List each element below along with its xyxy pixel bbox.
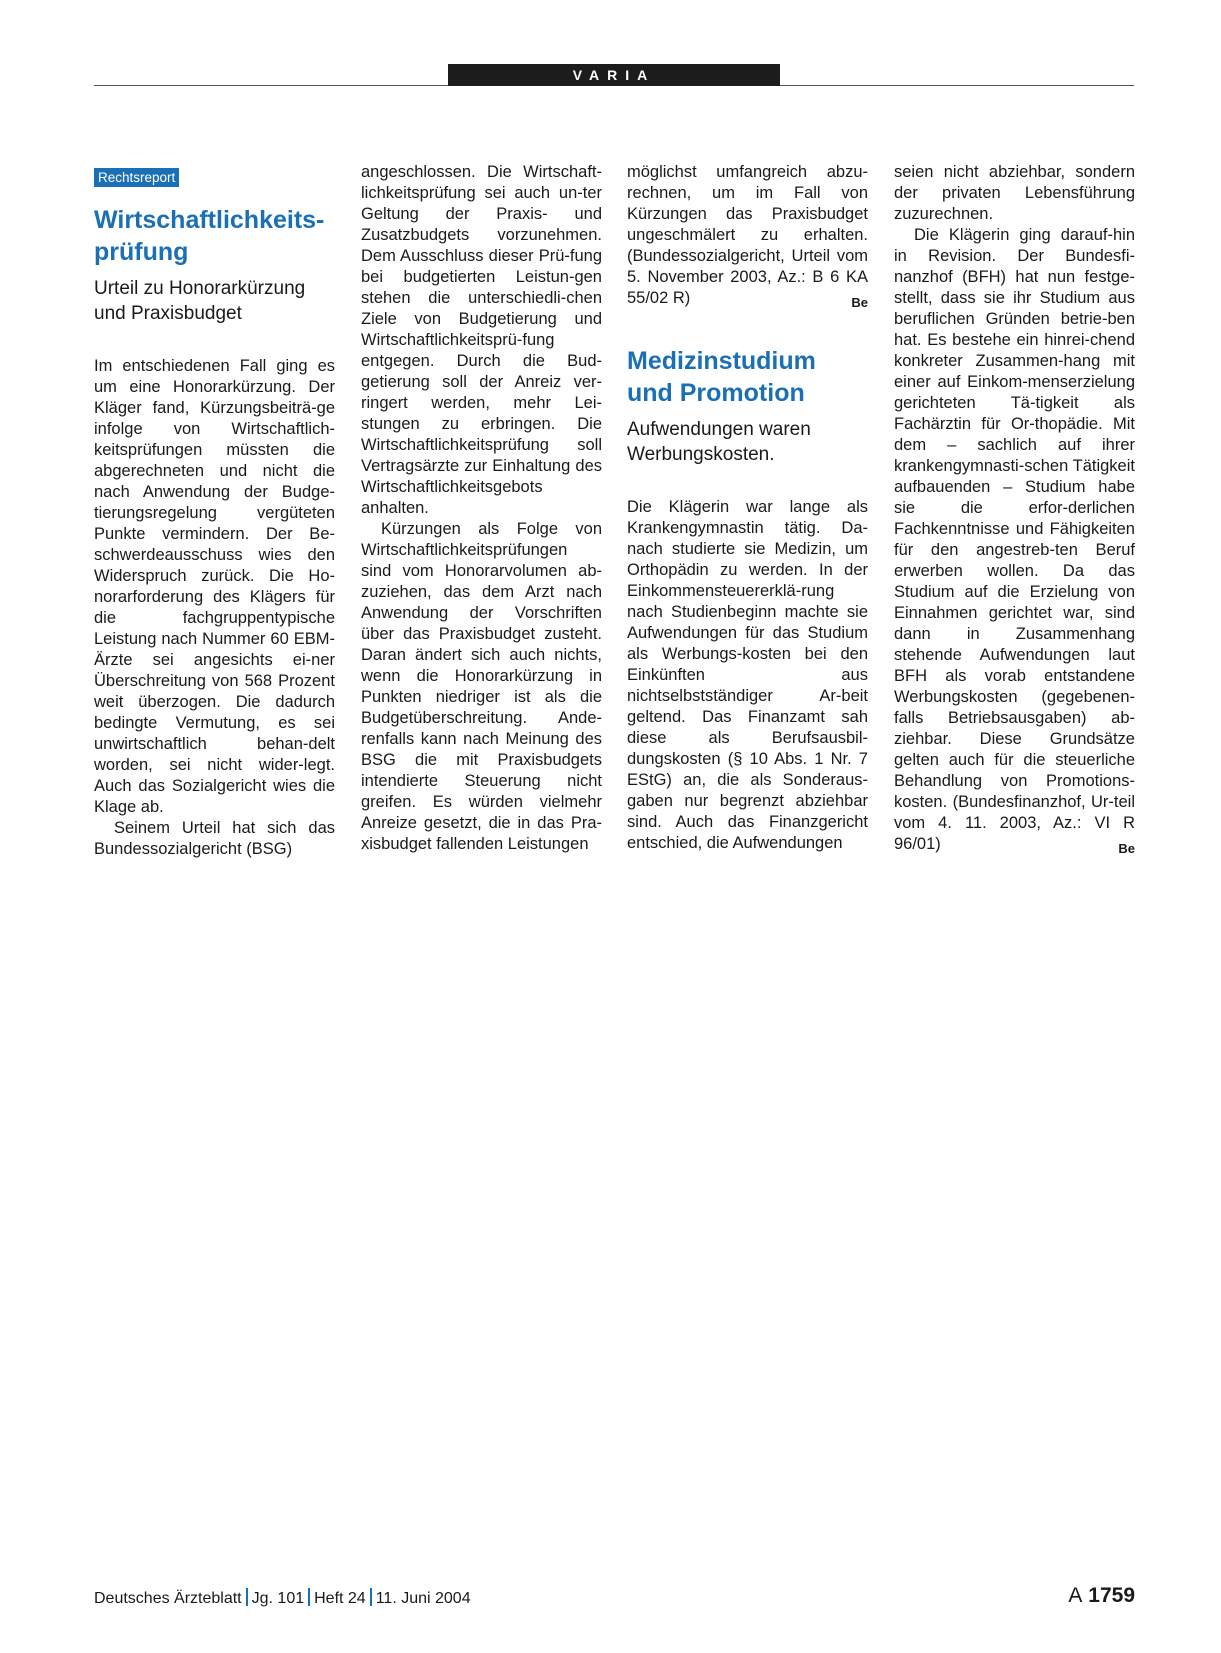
article-1-signature: Be [851,295,868,310]
footer-separator [246,1588,248,1606]
article-1-subtitle: Urteil zu Honorarkürzung und Praxisbudget [94,278,306,324]
article-1-paragraph: möglichst umfangreich abzu-rechnen, um im Fall von Kürzungen das Praxisbudget ungeschmälert zu erhalten. (Bundessozialgericht, Urteil vom 5. November 2003, Az.: B 6 KA 55/02 R) [627,163,868,307]
article-2-title: Medizinstudium und Promotion [627,347,816,407]
journal-volume: Jg. 101 [251,1590,305,1607]
page-prefix: A [1068,1584,1083,1607]
article-1-title: Wirtschaftlichkeits- prüfung [94,206,325,266]
article-2-subtitle: Aufwendungen waren Werbungskosten. [627,419,811,465]
rubric-badge: Rechtsreport [94,168,179,187]
article-1-paragraph: Seinem Urteil hat sich das Bundessozialgericht (BSG) [94,819,335,858]
article-2-paragraph: Die Klägerin war lange als Krankengymnastin tätig. Da-nach studierte sie Medizin, um Orthopädin zu werden. In der Einkommensteuererklä-rung nach Studienbeginn machte sie Aufwendungen für das Studium als Werbungs-kosten bei den Einkünften aus nichtselbstständiger Ar-beit geltend. Das Finanzamt sah diese als Berufsausbil-dungskosten (§ 10 Abs. 1 Nr. 7 EStG) an, die als Sonderaus-gaben nur begrenzt abziehbar sind. Auch das Finanzgericht entschied, die Aufwendungen [627,498,868,852]
article-2-paragraph: seien nicht abziehbar, sondern der privaten Lebensführung zuzurechnen. [894,163,1135,223]
article-1-paragraph: angeschlossen. Die Wirtschaft-lichkeitsprüfung sei auch un-ter Geltung der Praxis- und Zusatzbudgets vorzunehmen. Dem Ausschluss dieser Prü-fung bei budgetierten Leistun-gen stehen die unterschiedli-chen Ziele von Budgetierung und Wirtschaftlichkeitsprü-fung entgegen. Durch die Bud-getierung soll der Anreiz ver-ringert werden, mehr Lei-stungen zu erbringen. Die Wirtschaftlichkeitsprüfung soll Vertragsärzte zur Einhaltung des Wirtschaftlichkeitsgebots anhalten. [361,163,602,517]
article-2-signature: Be [1118,841,1135,856]
column-2 [361,162,602,855]
page-number-value: 1759 [1088,1584,1135,1607]
page-number [1068,1584,1135,1608]
footer-separator [370,1588,372,1606]
journal-issue: Heft 24 [314,1590,366,1607]
article-1-paragraph: Kürzungen als Folge von Wirtschaftlichkeitsprüfungen sind vom Honorarvolumen ab-zuziehen, das dem Arzt nach Anwendung der Vorschriften über das Praxisbudget zusteht. Daran ändert sich auch nichts, wenn die Honorarkürzung in Punkten niedriger ist als die Budgetüberschreitung. Ande-renfalls kann nach Meinung des BSG die mit Praxisbudgets intendierte Steuerung nicht greifen. Es würden vielmehr Anreize gesetzt, die in das Pra-xisbudget fallenden Leistungen [361,520,602,853]
column-1 [94,162,335,860]
column-3 [627,162,868,854]
article-1-paragraph: Im entschiedenen Fall ging es um eine Honorarkürzung. Der Kläger fand, Kürzungsbeiträ-ge infolge von Wirtschaftlich-keitsprüfungen müssten die abgerechneten und nicht die nach Anwendung der Budge-tierungsregelung vergüteten Punkte vermindern. Der Be-schwerdeausschuss wies den Widerspruch zurück. Die Ho-norarforderung des Klägers für die fachgruppentypische Leistung nach Nummer 60 EBM-Ärzte sei angesichts ei-ner Überschreitung von 568 Prozent weit überzogen. Die dadurch bedingte Vermutung, es sei unwirtschaftlich behan-delt worden, sei nicht wider-legt. Auch das Sozialgericht wies die Klage ab. [94,357,335,816]
article-2-paragraph: Die Klägerin ging darauf-hin in Revision. Der Bundesfi-nanzhof (BFH) hat nun festge-stellt, dass sie ihr Studium aus beruflichen Gründen betrie-ben hat. Es bestehe ein hinrei-chend konkreter Zusammen-hang mit einer auf Einkom-menserzielung gerichteten Tä-tigkeit als Fachärztin für Or-thopädie. Mit dem – sachlich auf ihrer krankengymnasti-schen Tätigkeit aufbauenden – Studium habe sie die erfor-derlichen Fachkenntnisse und Fähigkeiten für den angestreb-ten Beruf erwerben wollen. Da das Studium auf die Erzielung von Einnahmen gerichtet war, sind dann in Zusammenhang stehende Aufwendungen laut BFH als vorab entstandene Werbungskosten (gegebenen-falls Betriebsausgaben) ab-ziehbar. Diese Grundsätze gelten auch für die steuerliche Behandlung von Promotions-kosten. (Bundesfinanzhof, Ur-teil vom 4. 11. 2003, Az.: VI R 96/01) [894,226,1135,853]
footer-separator [308,1588,310,1606]
column-4 [894,162,1135,855]
journal-name: Deutsches Ärzteblatt [94,1590,242,1607]
footer-citation [94,1588,471,1609]
section-label: VARIA [448,64,780,86]
journal-date: 11. Juni 2004 [375,1590,471,1607]
